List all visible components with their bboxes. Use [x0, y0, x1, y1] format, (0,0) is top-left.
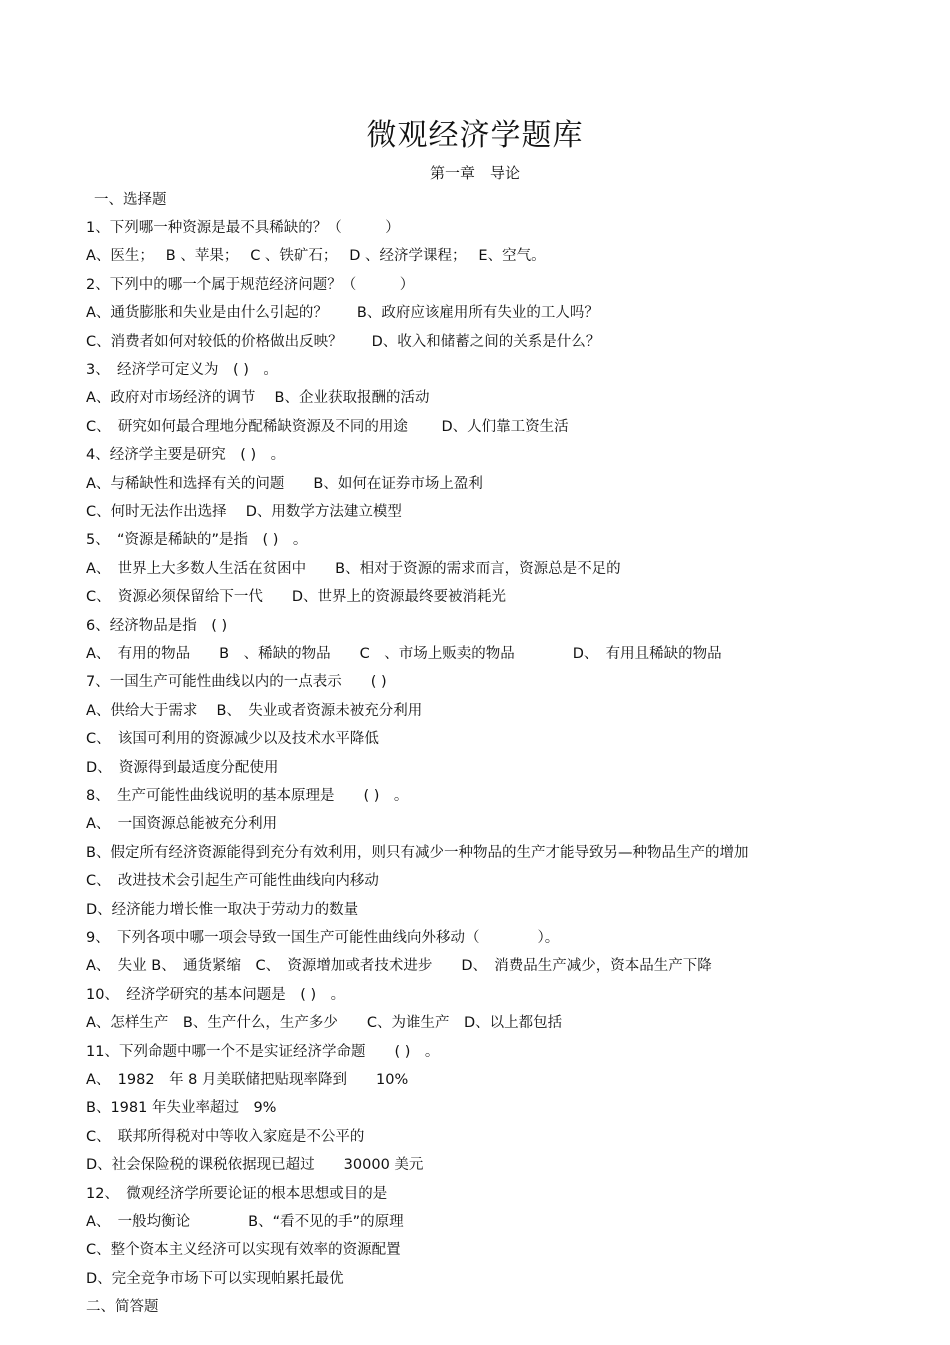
question-line: A、 一般均衡论 B、“看不见的手”的原理 [86, 1214, 404, 1230]
question-line: C、 资源必须保留给下一代 D、世界上的资源最终要被消耗光 [86, 589, 507, 606]
question-line: C、 研究如何最合理地分配稀缺资源及不同的用途 D、人们靠工资生活 [86, 418, 569, 435]
question-line: 12、 微观经济学所要论证的根本思想或目的是 [86, 1185, 388, 1202]
question-line: B、1981 年失业率超过 9% [86, 1100, 277, 1117]
question-line: A、与稀缺性和选择有关的问题 B、如何在证券市场上盈利 [86, 475, 483, 492]
question-line: A、 失业 B、 通货紧缩 C、 资源增加或者技术进步 D、 消费品生产减少，资本品生产下降 [86, 958, 712, 975]
question-line: A、怎样生产 B、生产什么，生产多少 C、为谁生产 D、以上都包括 [86, 1015, 563, 1032]
question-line: A、 1982 年 8 月美联储把贴现率降到 10% [86, 1072, 409, 1088]
chapter-heading: 第一章 导论 [429, 164, 520, 182]
question-line: A、供给大于需求 B、 失业或者资源未被充分利用 [86, 702, 423, 719]
question-line: A、 世界上大多数人生活在贫困中 B、相对于资源的需求而言，资源总是不足的 [86, 560, 621, 577]
question-line: 5、 “资源是稀缺的”是指 ( ) 。 [86, 532, 308, 549]
question-line: 4、经济学主要是研究 ( ) 。 [86, 447, 286, 464]
question-line: C、 联邦所得税对中等收入家庭是不公平的 [86, 1128, 365, 1145]
document-title: 微观经济学题库 [366, 118, 584, 153]
question-line: B、假定所有经济资源能得到充分有效利用，则只有减少一种物品的生产才能导致另—种物品生产的增加 [86, 844, 749, 861]
question-line: 6、经济物品是指 ( ) [86, 617, 228, 634]
question-line: C、整个资本主义经济可以实现有效率的资源配置 [86, 1242, 401, 1259]
question-line: D、社会保险税的课税依据现已超过 30000 美元 [86, 1157, 424, 1174]
section-heading: 一、选择题 [94, 192, 167, 208]
question-line: A、 有用的物品 B 、稀缺的物品 C 、市场上贩卖的物品 D、 有用且稀缺的物品 [86, 646, 722, 662]
question-line: 7、一国生产可能性曲线以内的一点表示 ( ) [86, 674, 387, 691]
question-line: C、何时无法作出选择 D、用数学方法建立模型 [86, 504, 402, 520]
question-line: D、完全竞争市场下可以实现帕累托最优 [86, 1270, 344, 1287]
question-line: D、 资源得到最适度分配使用 [86, 759, 279, 776]
question-line: 9、 下列各项中哪一项会导致一国生产可能性曲线向外移动（ ）。 [86, 930, 560, 946]
question-line: C、 该国可利用的资源减少以及技术水平降低 [86, 731, 379, 748]
question-line: A、医生； B 、苹果； C 、铁矿石； D 、经济学课程； E、空气。 [86, 248, 546, 265]
question-line: 11、下列命题中哪一个不是实证经济学命题 ( ) 。 [86, 1043, 440, 1060]
question-line: A、政府对市场经济的调节 B、企业获取报酬的活动 [86, 390, 430, 407]
question-line: A、通货膨胀和失业是由什么引起的？ B、政府应该雇用所有失业的工人吗？ [86, 305, 599, 322]
question-line: 3、 经济学可定义为 ( ) 。 [86, 362, 278, 378]
question-line: 8、 生产可能性曲线说明的基本原理是 ( ) 。 [86, 788, 409, 804]
question-line: C、 改进技术会引起生产可能性曲线向内移动 [86, 873, 379, 890]
question-line: 2、下列中的哪一个属于规范经济问题？（ ） [86, 276, 415, 293]
question-line: 10、 经济学研究的基本问题是 ( ) 。 [86, 986, 346, 1003]
question-line: 1、下列哪一种资源是最不具稀缺的？（ ） [86, 220, 400, 236]
question-line: D、经济能力增长惟一取决于劳动力的数量 [86, 901, 359, 918]
question-line: A、 一国资源总能被充分利用 [86, 816, 278, 833]
section-heading: 二、简答题 [86, 1299, 159, 1316]
question-line: C、消费者如何对较低的价格做出反映？ D、收入和储蓄之间的关系是什么？ [86, 333, 601, 350]
